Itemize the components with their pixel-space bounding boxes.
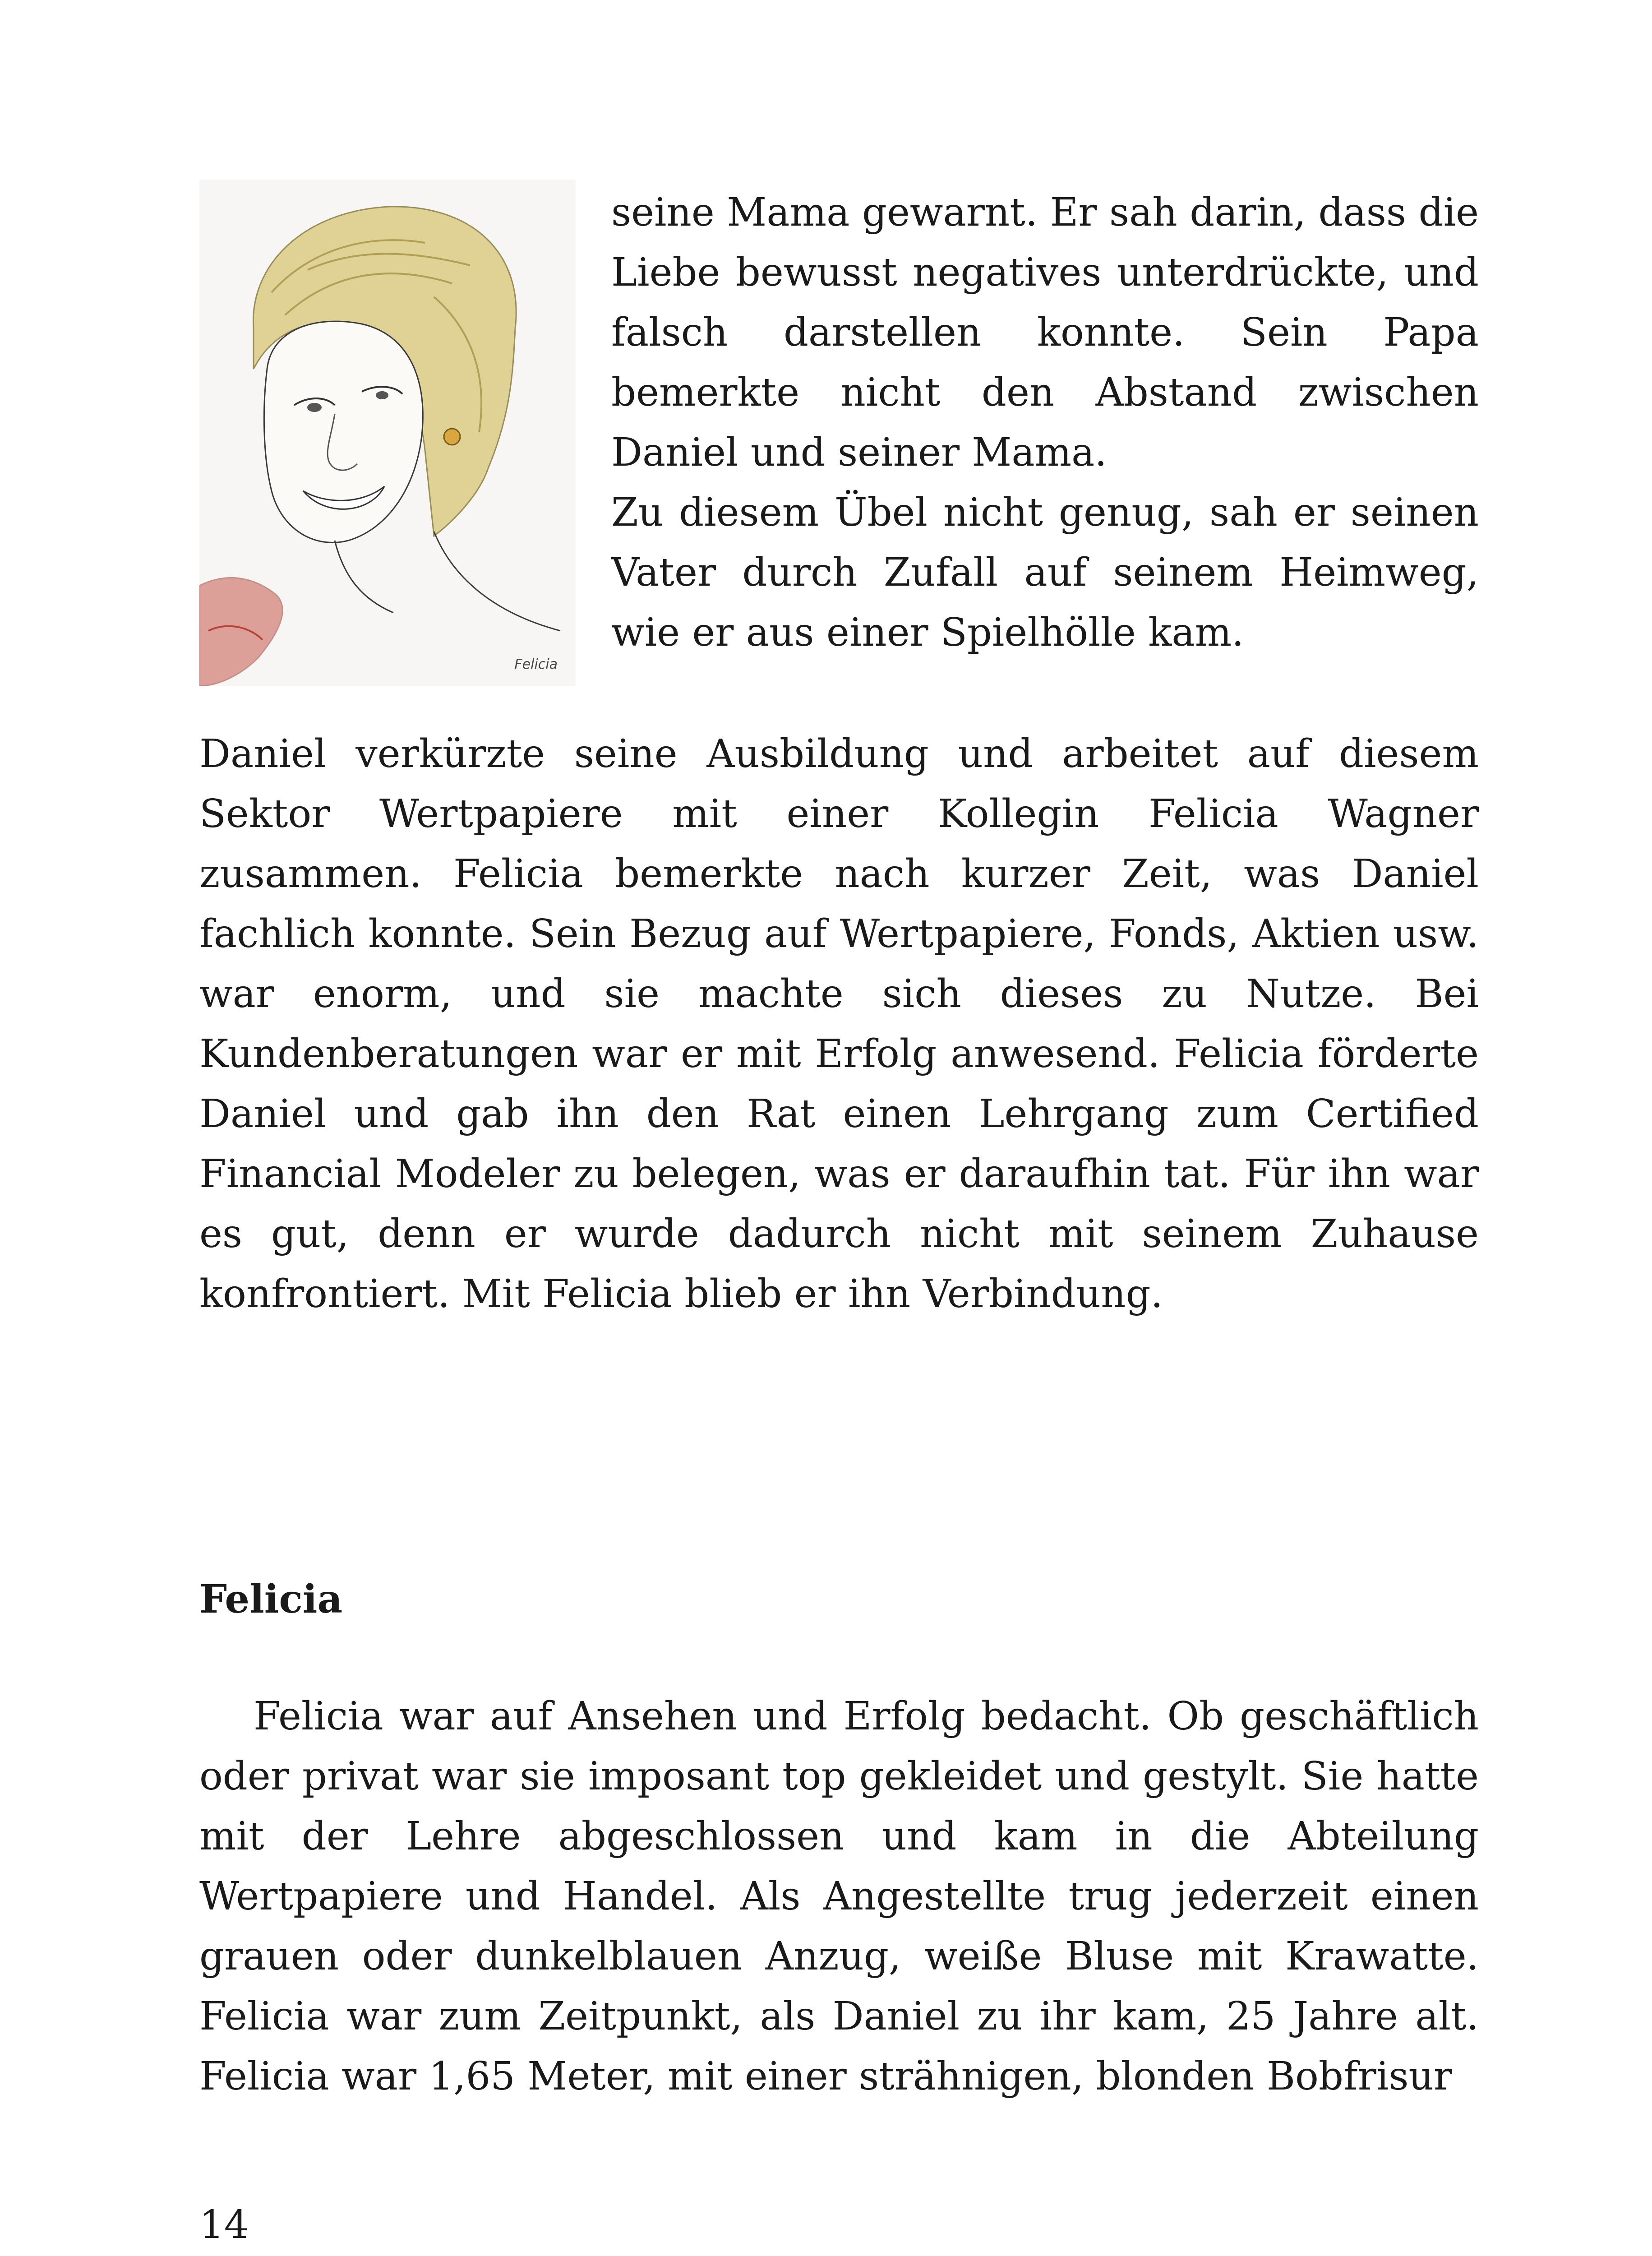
portrait-illustration: [199, 180, 576, 686]
paragraph-1: seine Mama gewarnt. Er sah darin, dass die Liebe bewusst negatives unterdrückte, und falsch darstellen konnte. Sein Papa bemerkte nicht den Abstand zwischen Daniel und seiner Mama.: [611, 190, 1479, 475]
page-number: 14: [199, 2202, 249, 2247]
paragraph-2: Zu diesem Übel nicht genug, sah er seinen Vater durch Zufall auf seinem Heimweg, wie er aus einer Spielhölle kam.: [611, 490, 1479, 655]
text-block-top: [611, 183, 1479, 663]
paragraph-4: Felicia war auf Ansehen und Erfolg bedacht. Ob geschäftlich oder privat war sie imposant top gekleidet und gestylt. Sie hatte mit der Lehre abgeschlossen und kam in die Abteilung Wertpapiere und Handel. Als Angestellte trug jederzeit einen grauen oder dunkelblauen Anzug, weiße Bluse mit Krawatte. Felicia war zum Zeitpunkt, als Daniel zu ihr kam, 25 Jahre alt. Felicia war 1,65 Meter, mit einer strähnigen, blonden Bobfrisur: [199, 1694, 1479, 2099]
paragraph-3: Daniel verkürzte seine Ausbildung und arbeitet auf diesem Sektor Wertpapiere mit einer Kollegin Felicia Wagner zusammen. Felicia bemerkte nach kurzer Zeit, was Daniel fachlich konnte. Sein Bezug auf Wertpapiere, Fonds, Aktien usw. war enorm, und sie machte sich dieses zu Nutze. Bei Kundenberatungen war er mit Erfolg anwesend. Felicia förderte Daniel und gab ihn den Rat einen Lehrgang zum Certified Financial Modeler zu belegen, was er daraufhin tat. Für ihn war es gut, denn er wurde dadurch nicht mit seinem Zuhause konfrontiert. Mit Felicia blieb er ihn Verbindung.: [199, 731, 1479, 1317]
section-heading: Felicia: [199, 1576, 343, 1622]
signature: Felicia: [514, 656, 558, 672]
